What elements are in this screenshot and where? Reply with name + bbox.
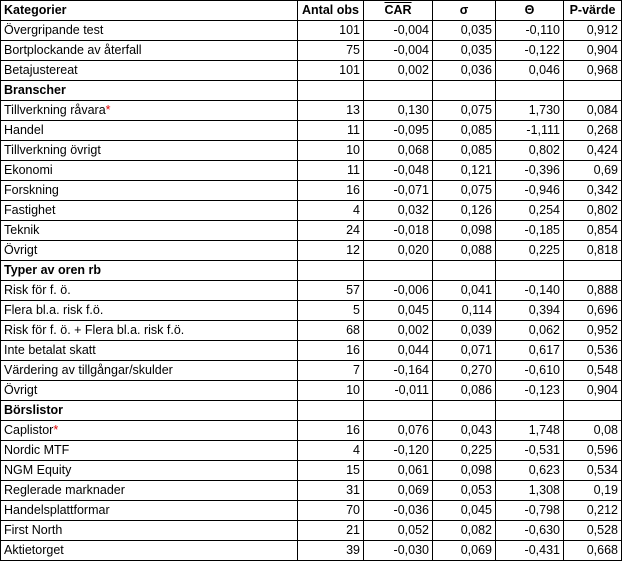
section-empty-cell xyxy=(496,401,564,421)
cell-sigma: 0,039 xyxy=(433,321,496,341)
cell-antal-obs: 11 xyxy=(298,161,364,181)
row-label-text: Övergripande test xyxy=(4,23,104,37)
row-label xyxy=(1,121,298,141)
cell-p-varde: 0,548 xyxy=(564,361,622,381)
section-empty-cell xyxy=(564,81,622,101)
row-label-text: Handelsplattformar xyxy=(4,503,110,517)
cell-p-varde: 0,08 xyxy=(564,421,622,441)
table-row xyxy=(1,61,622,81)
row-label-text: Risk för f. ö. xyxy=(4,283,71,297)
table-row xyxy=(1,301,622,321)
cell-sigma: 0,035 xyxy=(433,41,496,61)
table-row xyxy=(1,181,622,201)
cell-car: -0,036 xyxy=(364,501,433,521)
cell-p-varde: 0,904 xyxy=(564,41,622,61)
row-label-text: Reglerade marknader xyxy=(4,483,125,497)
table-row xyxy=(1,121,622,141)
cell-p-varde: 0,854 xyxy=(564,221,622,241)
row-label xyxy=(1,381,298,401)
cell-theta: 0,062 xyxy=(496,321,564,341)
table-row xyxy=(1,161,622,181)
row-label-text: Aktietorget xyxy=(4,543,64,557)
row-label-text: Teknik xyxy=(4,223,40,237)
row-label xyxy=(1,181,298,201)
cell-antal-obs: 11 xyxy=(298,121,364,141)
cell-antal-obs: 101 xyxy=(298,21,364,41)
row-label xyxy=(1,461,298,481)
cell-antal-obs: 39 xyxy=(298,541,364,561)
cell-theta: 0,802 xyxy=(496,141,564,161)
cell-theta: -0,630 xyxy=(496,521,564,541)
cell-car: 0,044 xyxy=(364,341,433,361)
cell-antal-obs: 13 xyxy=(298,101,364,121)
cell-car: -0,004 xyxy=(364,41,433,61)
cell-theta: 0,623 xyxy=(496,461,564,481)
section-empty-cell xyxy=(364,81,433,101)
cell-antal-obs: 4 xyxy=(298,201,364,221)
cell-sigma: 0,126 xyxy=(433,201,496,221)
row-label-text: Värdering av tillgångar/skulder xyxy=(4,363,173,377)
cell-car: 0,130 xyxy=(364,101,433,121)
cell-p-varde: 0,268 xyxy=(564,121,622,141)
cell-antal-obs: 4 xyxy=(298,441,364,461)
cell-car: 0,045 xyxy=(364,301,433,321)
cell-sigma: 0,085 xyxy=(433,121,496,141)
cell-p-varde: 0,912 xyxy=(564,21,622,41)
table-row xyxy=(1,541,622,561)
cell-p-varde: 0,952 xyxy=(564,321,622,341)
row-label xyxy=(1,321,298,341)
section-empty-cell xyxy=(564,401,622,421)
cell-car: -0,164 xyxy=(364,361,433,381)
significance-marker: * xyxy=(53,423,59,437)
row-label-text: First North xyxy=(4,523,63,537)
header-sigma: σ xyxy=(433,1,496,21)
cell-antal-obs: 10 xyxy=(298,141,364,161)
cell-theta: -0,610 xyxy=(496,361,564,381)
cell-sigma: 0,071 xyxy=(433,341,496,361)
row-label-text: Bortplockande av återfall xyxy=(4,43,142,57)
header-car-label: $\overline{CAR}$ xyxy=(384,3,412,17)
cell-p-varde: 0,342 xyxy=(564,181,622,201)
cell-theta: 0,617 xyxy=(496,341,564,361)
section-empty-cell xyxy=(364,261,433,281)
cell-p-varde: 0,596 xyxy=(564,441,622,461)
cell-car: -0,030 xyxy=(364,541,433,561)
row-label-text: Risk för f. ö. + Flera bl.a. risk f.ö. xyxy=(4,323,185,337)
row-label xyxy=(1,521,298,541)
cell-theta: -0,123 xyxy=(496,381,564,401)
row-label xyxy=(1,101,298,121)
cell-sigma: 0,075 xyxy=(433,181,496,201)
cell-car: -0,071 xyxy=(364,181,433,201)
section-empty-cell xyxy=(433,401,496,421)
cell-antal-obs: 15 xyxy=(298,461,364,481)
row-label-text: Övrigt xyxy=(4,383,38,397)
section-title: Branscher xyxy=(1,81,298,101)
section-header-row xyxy=(1,261,622,281)
row-label-text: Tillverkning övrigt xyxy=(4,143,101,157)
cell-sigma: 0,086 xyxy=(433,381,496,401)
header-car xyxy=(364,1,433,21)
row-label xyxy=(1,61,298,81)
section-empty-cell xyxy=(496,261,564,281)
cell-p-varde: 0,696 xyxy=(564,301,622,321)
cell-sigma: 0,075 xyxy=(433,101,496,121)
row-label xyxy=(1,301,298,321)
cell-theta: -0,431 xyxy=(496,541,564,561)
table-header xyxy=(1,1,622,21)
row-label-text: Forskning xyxy=(4,183,59,197)
cell-p-varde: 0,212 xyxy=(564,501,622,521)
cell-antal-obs: 10 xyxy=(298,381,364,401)
row-label-text: Caplistor xyxy=(4,423,54,437)
cell-sigma: 0,045 xyxy=(433,501,496,521)
table-row xyxy=(1,421,622,441)
row-label xyxy=(1,141,298,161)
table-row xyxy=(1,461,622,481)
row-label-text: Övrigt xyxy=(4,243,38,257)
row-label xyxy=(1,481,298,501)
row-label-text: Handel xyxy=(4,123,44,137)
cell-sigma: 0,098 xyxy=(433,221,496,241)
cell-p-varde: 0,802 xyxy=(564,201,622,221)
row-label xyxy=(1,541,298,561)
section-header-row xyxy=(1,81,622,101)
cell-sigma: 0,036 xyxy=(433,61,496,81)
row-label xyxy=(1,341,298,361)
row-label xyxy=(1,361,298,381)
table-row xyxy=(1,41,622,61)
cell-antal-obs: 12 xyxy=(298,241,364,261)
cell-p-varde: 0,424 xyxy=(564,141,622,161)
table-row xyxy=(1,101,622,121)
cell-car: 0,032 xyxy=(364,201,433,221)
cell-p-varde: 0,084 xyxy=(564,101,622,121)
table-row xyxy=(1,201,622,221)
row-label xyxy=(1,201,298,221)
section-empty-cell xyxy=(564,261,622,281)
table-row xyxy=(1,281,622,301)
header-row xyxy=(1,1,622,21)
cell-car: 0,061 xyxy=(364,461,433,481)
section-empty-cell xyxy=(298,401,364,421)
cell-theta: -0,140 xyxy=(496,281,564,301)
cell-theta: 0,046 xyxy=(496,61,564,81)
cell-sigma: 0,043 xyxy=(433,421,496,441)
section-empty-cell xyxy=(496,81,564,101)
table-row xyxy=(1,341,622,361)
table-row xyxy=(1,441,622,461)
table-row xyxy=(1,241,622,261)
cell-antal-obs: 68 xyxy=(298,321,364,341)
section-title: Typer av oren rb xyxy=(1,261,298,281)
row-label-text: Nordic MTF xyxy=(4,443,70,457)
cell-sigma: 0,114 xyxy=(433,301,496,321)
table-body xyxy=(1,21,622,561)
cell-theta: 0,394 xyxy=(496,301,564,321)
row-label xyxy=(1,41,298,61)
cell-car: -0,120 xyxy=(364,441,433,461)
row-label-text: Flera bl.a. risk f.ö. xyxy=(4,303,104,317)
section-empty-cell xyxy=(298,81,364,101)
table-row xyxy=(1,481,622,501)
cell-theta: -0,946 xyxy=(496,181,564,201)
cell-sigma: 0,098 xyxy=(433,461,496,481)
cell-p-varde: 0,668 xyxy=(564,541,622,561)
cell-antal-obs: 101 xyxy=(298,61,364,81)
cell-antal-obs: 24 xyxy=(298,221,364,241)
row-label xyxy=(1,281,298,301)
cell-car: -0,006 xyxy=(364,281,433,301)
cell-sigma: 0,121 xyxy=(433,161,496,181)
cell-sigma: 0,041 xyxy=(433,281,496,301)
cell-p-varde: 0,818 xyxy=(564,241,622,261)
cell-p-varde: 0,888 xyxy=(564,281,622,301)
cell-car: -0,095 xyxy=(364,121,433,141)
row-label xyxy=(1,21,298,41)
cell-car: 0,002 xyxy=(364,321,433,341)
section-empty-cell xyxy=(433,81,496,101)
significance-marker: * xyxy=(105,103,111,117)
row-label xyxy=(1,501,298,521)
cell-p-varde: 0,904 xyxy=(564,381,622,401)
cell-sigma: 0,069 xyxy=(433,541,496,561)
cell-p-varde: 0,69 xyxy=(564,161,622,181)
row-label-text: Tillverkning råvara xyxy=(4,103,106,117)
cell-antal-obs: 70 xyxy=(298,501,364,521)
table-row xyxy=(1,21,622,41)
cell-theta: 0,254 xyxy=(496,201,564,221)
cell-antal-obs: 16 xyxy=(298,341,364,361)
table-row xyxy=(1,221,622,241)
cell-theta: -0,396 xyxy=(496,161,564,181)
table-row xyxy=(1,501,622,521)
cell-car: -0,011 xyxy=(364,381,433,401)
header-kategorier: Kategorier xyxy=(1,1,298,21)
cell-car: -0,004 xyxy=(364,21,433,41)
cell-antal-obs: 5 xyxy=(298,301,364,321)
cell-antal-obs: 16 xyxy=(298,421,364,441)
cell-theta: -0,531 xyxy=(496,441,564,461)
cell-theta: -0,798 xyxy=(496,501,564,521)
cell-car: -0,048 xyxy=(364,161,433,181)
cell-theta: 0,225 xyxy=(496,241,564,261)
cell-p-varde: 0,968 xyxy=(564,61,622,81)
table-row xyxy=(1,141,622,161)
cell-antal-obs: 75 xyxy=(298,41,364,61)
cell-sigma: 0,035 xyxy=(433,21,496,41)
section-header-row xyxy=(1,401,622,421)
cell-sigma: 0,053 xyxy=(433,481,496,501)
row-label xyxy=(1,241,298,261)
row-label-text: NGM Equity xyxy=(4,463,72,477)
cell-car: 0,068 xyxy=(364,141,433,161)
row-label-text: Ekonomi xyxy=(4,163,53,177)
section-empty-cell xyxy=(298,261,364,281)
cell-antal-obs: 21 xyxy=(298,521,364,541)
cell-antal-obs: 57 xyxy=(298,281,364,301)
table-row xyxy=(1,521,622,541)
section-title: Börslistor xyxy=(1,401,298,421)
cell-theta: 1,748 xyxy=(496,421,564,441)
cell-theta: -1,111 xyxy=(496,121,564,141)
cell-sigma: 0,085 xyxy=(433,141,496,161)
cell-car: 0,002 xyxy=(364,61,433,81)
cell-theta: -0,110 xyxy=(496,21,564,41)
header-p-varde: P-värde xyxy=(564,1,622,21)
row-label-text: Inte betalat skatt xyxy=(4,343,96,357)
cell-theta: -0,122 xyxy=(496,41,564,61)
cell-sigma: 0,082 xyxy=(433,521,496,541)
row-label xyxy=(1,221,298,241)
cell-antal-obs: 31 xyxy=(298,481,364,501)
cell-antal-obs: 7 xyxy=(298,361,364,381)
cell-theta: 1,730 xyxy=(496,101,564,121)
section-empty-cell xyxy=(364,401,433,421)
header-theta: Θ xyxy=(496,1,564,21)
cell-p-varde: 0,534 xyxy=(564,461,622,481)
cell-antal-obs: 16 xyxy=(298,181,364,201)
cell-theta: -0,185 xyxy=(496,221,564,241)
cell-car: 0,052 xyxy=(364,521,433,541)
cell-sigma: 0,270 xyxy=(433,361,496,381)
header-antal-obs: Antal obs xyxy=(298,1,364,21)
cell-car: 0,069 xyxy=(364,481,433,501)
cell-p-varde: 0,19 xyxy=(564,481,622,501)
row-label xyxy=(1,421,298,441)
section-empty-cell xyxy=(433,261,496,281)
table-row xyxy=(1,321,622,341)
cell-car: -0,018 xyxy=(364,221,433,241)
cell-p-varde: 0,536 xyxy=(564,341,622,361)
cell-car: 0,076 xyxy=(364,421,433,441)
cell-p-varde: 0,528 xyxy=(564,521,622,541)
row-label-text: Betajustereat xyxy=(4,63,78,77)
cell-car: 0,020 xyxy=(364,241,433,261)
row-label xyxy=(1,441,298,461)
row-label xyxy=(1,161,298,181)
table-row xyxy=(1,381,622,401)
row-label-text: Fastighet xyxy=(4,203,56,217)
cell-theta: 1,308 xyxy=(496,481,564,501)
table-row xyxy=(1,361,622,381)
cell-sigma: 0,088 xyxy=(433,241,496,261)
cell-sigma: 0,225 xyxy=(433,441,496,461)
